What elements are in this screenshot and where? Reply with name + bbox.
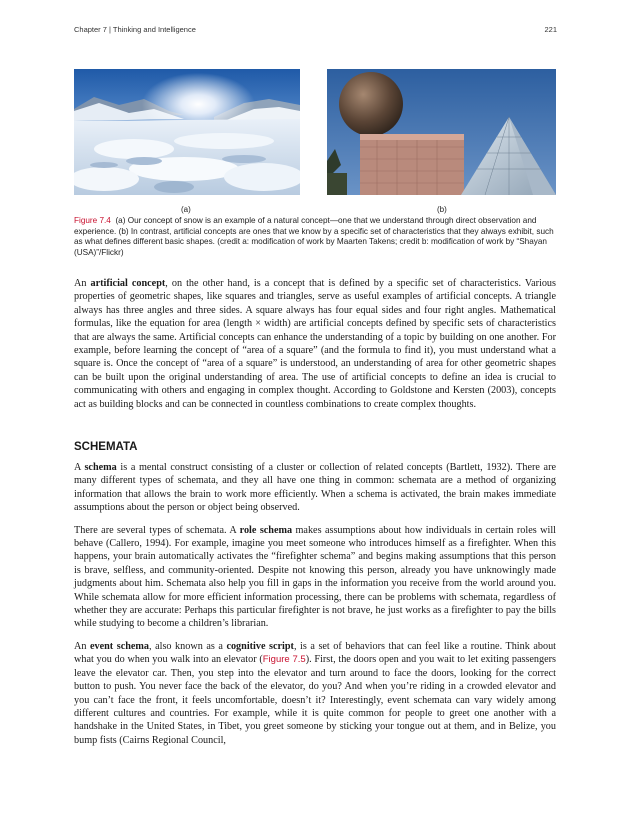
caption-text: (a) Our concept of snow is an example of a natural concept—one that we understand through direct observation and experience. (b) In contrast, artificial concepts are ones that we know by a specific set of characteristics that they always exhibit, such as what defines different basic shapes. (credit a: modification of work by Maarten Takens; credit b: modification of work by “Shayan (USA)”/Flickr) [74,216,554,257]
term-cognitive-script: cognitive script [226,640,294,652]
geometric-shapes-photo [327,69,556,195]
figure-number: Figure 7.4 [74,216,111,225]
figure-label-b: (b) [437,205,447,214]
running-header: Chapter 7 | Thinking and Intelligence [74,25,196,34]
figure-caption [74,216,558,258]
figure-label-a: (a) [181,205,191,214]
term-role-schema: role schema [239,524,293,536]
artificial-concept-paragraph: An artificial concept, on the other hand, is a concept that is defined by a specific set of characteristics. Various properties of geometric shapes, like squares and triangles, serve as useful examples of artificial concepts. A triangle always has three angles and three sides. A square always has four equal sides and four right angles. Mathematical formulas, like the equation for area (length × width) are artificial concepts defined by specific sets of characteristics that are always the same. Artificial concepts can enhance the understanding of a topic by building on one another. For example, before learning the concept of “area of a square” (and the formula to find it), you must understand what a square is. Once the concept of “area of a square” is understood, an understanding of area for other geometric shapes can be built upon the original understanding of area. The use of artificial concepts to define an idea is crucial to communicating with others and engaging in complex thought. According to Goldstone and Kersten (2003), concepts act as building blocks and can be connected in countless combinations to create complex thoughts. [74,278,556,410]
role-schema-paragraph: There are several types of schemata. A role schema makes assumptions about how individuals in certain roles will behave (Callero, 1994). For example, imagine you meet someone who introduces himself as a firefighter. When this happens, your brain automatically activates the “firefighter schema” and begins making assumptions that this person is brave, selfless, and community-oriented. Despite not knowing this person, already you have unknowingly made judgments about him. Schemata also help you fill in gaps in the information you receive from the world around you. While schemata allow for more efficient information processing, there can be problems with schemata, regardless of whether they are accurate: Perhaps this particular firefighter is not brave, he just works as a firefighter to pay the bills while studying to become a children’s librarian. [74,524,556,630]
term-schema: schema [84,462,117,473]
term-event-schema: event schema [90,640,149,652]
page-number: 221 [544,25,557,34]
section-heading: SCHEMATA [74,441,138,453]
event-schema-paragraph: An event schema, also known as a cognitive script, is a set of behaviors that can feel like a routine. Think about what you do when you walk into an elevator (Figure 7.5). First, the doors open and you wait to let exiting passengers leave the elevator car. Then, you step into the elevator and turn around to face the doors, looking for the correct button to push. You never face the back of the elevator, do you? And when you’re riding in a crowded elevator and you can’t face the front, it feels uncomfortable, doesn’t it? Interestingly, event schemata can vary widely among different cultures and countries. For example, while it is quite common for people to greet one another with a handshake in the United States, in Tibet, you greet someone by sticking your tongue out at them, and in Belize, you bump fists (Cairns Regional Council, [74,640,556,746]
snow-landscape-photo [74,69,300,195]
term-artificial-concept: artificial concept [90,278,166,289]
schema-paragraph: A schema is a mental construct consisting of a cluster or collection of related concepts (Bartlett, 1932). There are many different types of schemata, and they all have one thing in common: schemata are a method of organizing information that allows the brain to work more efficiently. When a schema is activated, the brain makes immediate assumptions about the person or object being observed. [74,462,556,514]
schemata-section-body [74,461,556,756]
figure-7-5-link[interactable]: Figure 7.5 [262,654,306,666]
